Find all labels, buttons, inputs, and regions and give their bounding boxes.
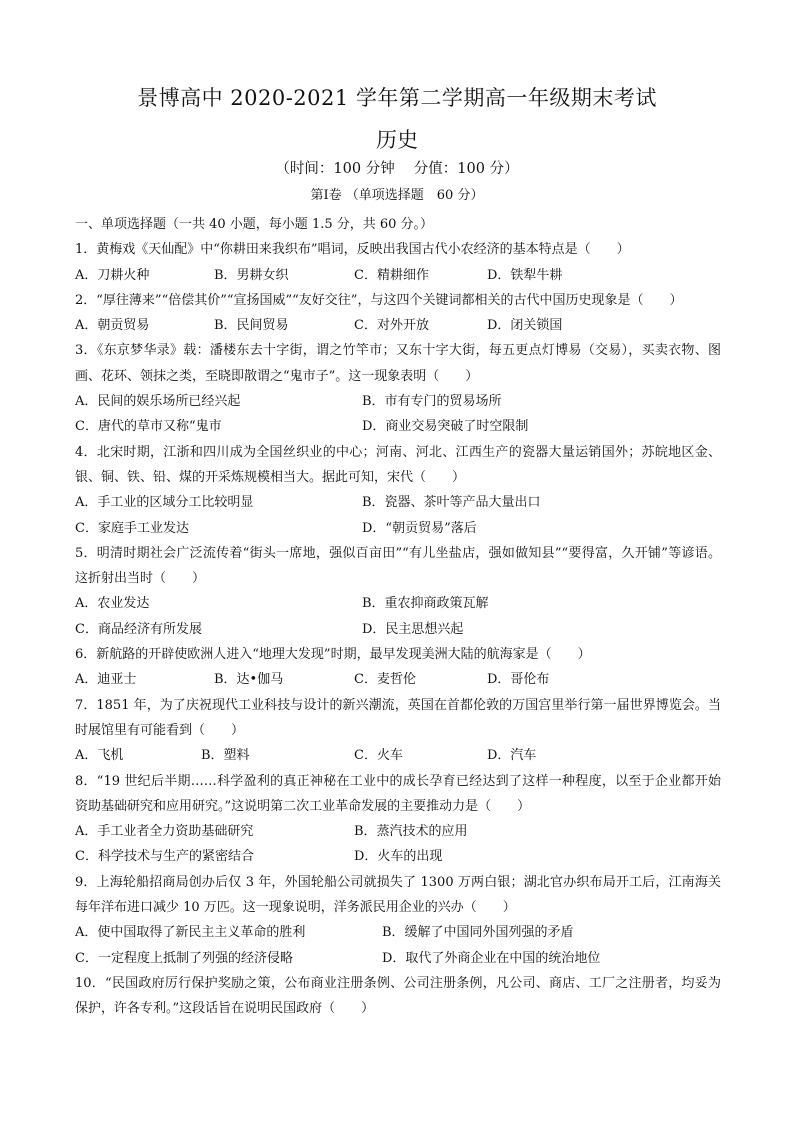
question-5-stem: 5．明清时期社会广泛流传着“街头一席地，强似百亩田”“有儿坐盐店，强如做知县”“要得富，久开铺”等谚语。这折射出当时（ ） [75, 545, 721, 587]
question-2-option-b: B．民间贸易 [214, 318, 289, 334]
question-6-option-c: C．麦哲伦 [354, 672, 416, 688]
question-1-option-a: A．刀耕火种 [75, 267, 150, 283]
question-2-option-a: A．朝贡贸易 [75, 318, 150, 334]
question-7-option-b: B．塑料 [201, 748, 250, 764]
question-3-option-b: B．市有专门的贸易场所 [362, 394, 502, 410]
question-6-options [75, 667, 721, 692]
question-8-options-row-2 [75, 844, 721, 869]
question-9-option-c: C．一定程度上抵制了列强的经济侵略 [75, 950, 293, 966]
question-5-option-c: C．商品经济有所发展 [75, 621, 202, 637]
question-5-option-d: D．民主思想兴起 [362, 621, 464, 637]
question-8-option-b: B．蒸汽技术的应用 [354, 824, 468, 840]
question-7-option-d: D．汽车 [487, 748, 537, 764]
question-9-option-a: A．使中国取得了新民主主义革命的胜利 [75, 925, 306, 941]
question-4-option-c: C．家庭手工业发达 [75, 520, 189, 536]
question-2-stem: 2．“厚往薄来”“倍偿其价”“宣扬国威”“友好交往”，与这四个关键词都相关的古代中国历史现象是（ ） [75, 292, 683, 308]
question-8-options-row-1 [75, 819, 721, 844]
question-4-options-row-2 [75, 516, 721, 541]
question-1-option-c: C．精耕细作 [354, 267, 429, 283]
question-6-stem: 6．新航路的开辟使欧洲人进入“地理大发现”时期，最早发现美洲大陆的航海家是（ ） [75, 647, 591, 663]
question-2-option-c: C．对外开放 [354, 318, 429, 334]
question-8-option-c: C．科学技术与生产的紧密结合 [75, 849, 254, 865]
section-heading: 一、单项选择题（一共 40 小题，每小题 1.5 分，共 60 分。） [75, 217, 434, 232]
question-7-stem: 7．1851 年，为了庆祝现代工业科技与设计的新兴潮流，英国在首都伦敦的万国宫里举行第一届世界博览会。当时展馆里有可能看到（ ） [75, 697, 721, 738]
question-4-option-a: A．手工业的区域分工比较明显 [75, 495, 254, 511]
question-6-option-d: D．哥伦布 [487, 672, 550, 688]
question-5-option-b: B．重农抑商政策瓦解 [362, 596, 489, 612]
question-2-option-d: D．闭关锁国 [487, 318, 563, 334]
question-5-option-a: A．农业发达 [75, 596, 150, 612]
question-9-options-row-2 [75, 946, 721, 971]
question-5-options-row-2 [75, 617, 721, 642]
question-8-option-d: D．火车的出现 [354, 849, 443, 865]
question-1-option-b: B．男耕女织 [214, 267, 289, 283]
question-7-options [75, 743, 721, 768]
question-9-options-row-1 [75, 920, 721, 945]
question-8-stem: 8．“19 世纪后半期……科学盈利的真正神秘在工业中的成长孕育已经达到了这样一种程度，以至于企业都开始资助基础研究和应用研究。”这说明第二次工业革命发展的主要推动力是（ ） [75, 773, 721, 814]
question-9-option-b: B．缓解了中国同外国列强的矛盾 [382, 925, 574, 941]
question-5-options-row-1 [75, 591, 721, 616]
question-7-option-c: C．火车 [354, 748, 403, 764]
question-list [75, 212, 721, 1022]
volume-heading: 第Ⅰ卷 （单项选择题 60 分） [310, 188, 484, 203]
question-4-option-b: B．瓷器、茶叶等产品大量出口 [362, 495, 541, 511]
exam-subject: 历史 [376, 128, 418, 152]
question-1-options [75, 263, 721, 288]
question-6-option-b: B．达•伽马 [214, 672, 284, 688]
question-7-option-a: A．飞机 [75, 748, 124, 764]
question-2-options [75, 313, 721, 338]
question-9-stem: 9．上海轮船招商局创办后仅 3 年，外国轮船公司就损失了 1300 万两白银；湖北官办织布局开工后，江南海关每年洋布进口减少 10 万匹。这一现象说明，洋务派民用企业的兴办（ ） [75, 874, 721, 916]
question-6-option-a: A．迪亚士 [75, 672, 137, 688]
question-3-option-d: D．商业交易突破了时空限制 [362, 419, 529, 435]
question-3-stem: 3．《东京梦华录》载：潘楼东去十字街，谓之竹竿市；又东十字大街，每五更点灯博易（交易），买卖衣物、图画、花环、领抹之类，至晓即散谓之“鬼市子”。这一现象表明（ ） [75, 343, 721, 384]
question-4-stem: 4．北宋时期，江浙和四川成为全国丝织业的中心；河南、河北、江西生产的瓷器大量运销国外；苏皖地区金、银、铜、铁、铅、煤的开采炼规模相当大。据此可知，宋代（ ） [75, 444, 721, 485]
question-10-stem: 10．“民国政府厉行保护奖励之策，公布商业注册条例、公司注册条例，凡公司、商店、工厂之注册者，均妥为保护，许各专利。”这段话旨在说明民国政府（ ） [75, 975, 721, 1017]
exam-time-score: （时间：100 分钟 分值：100 分） [275, 161, 519, 177]
question-1-option-d: D．铁犁牛耕 [487, 267, 563, 283]
question-3-option-a: A．民间的娱乐场所已经兴起 [75, 394, 241, 410]
question-4-option-d: D．“朝贡贸易”落后 [362, 520, 477, 536]
exam-title: 景博高中 2020-2021 学年第二学期高一年级期末考试 [137, 86, 657, 110]
question-3-options-row-1 [75, 389, 721, 414]
question-9-option-d: D．取代了外商企业在中国的统治地位 [382, 950, 601, 966]
question-4-options-row-1 [75, 490, 721, 515]
question-3-option-c: C．唐代的草市又称“鬼市 [75, 419, 222, 435]
question-8-option-a: A．手工业者全力资助基础研究 [75, 824, 254, 840]
question-1-stem: 1．黄梅戏《天仙配》中“你耕田来我织布”唱词，反映出我国古代小农经济的基本特点是（ ） [75, 242, 630, 258]
question-3-options-row-2 [75, 414, 721, 439]
